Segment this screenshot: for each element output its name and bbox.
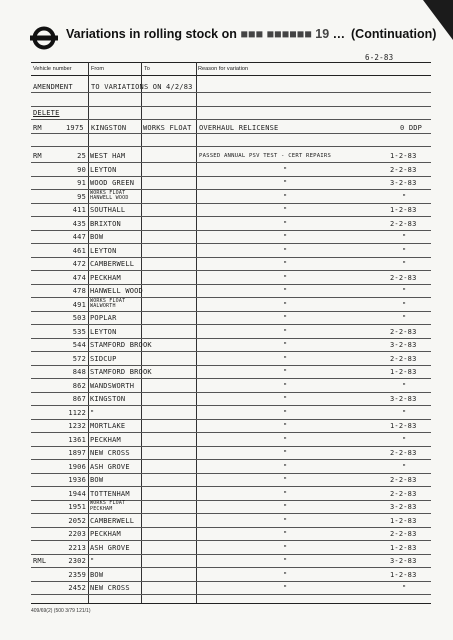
entry-number: 544 [72,341,86,349]
entry-date: 2-2-83 [390,219,417,228]
row-rule [31,392,431,393]
entry-from: KINGSTON [90,395,126,403]
entry-date: " [402,287,407,295]
entry-number: 472 [72,260,86,268]
entry-number: 411 [72,206,86,214]
form-footer-code: 409/69(2) (500 3/79 121/1) [31,608,91,614]
entry-number: 1361 [68,435,86,444]
col-reason-header: Reason for variation [198,66,249,72]
entry-reason: " [283,246,288,255]
entry-number: 447 [72,233,86,241]
entry-reason: " [283,206,288,214]
entry-number: 2052 [68,516,86,525]
entry-reason: " [283,489,288,498]
entry-reason: " [283,381,288,390]
entry-reason: " [283,543,288,552]
row-rule [31,119,431,120]
entry-date: " [402,246,407,255]
entry-number: 474 [72,273,86,282]
entry-reason: " [283,516,288,525]
entry-date: 3-2-83 [390,503,417,511]
entry-date: " [402,584,407,592]
row-rule [31,257,431,258]
row-rule [31,554,431,555]
entry-reason: " [283,179,288,187]
entry-number: 867 [72,395,86,403]
entry-date: 1-2-83 [390,152,417,160]
row-rule [31,405,431,406]
entry-reason: " [283,435,288,444]
entry-from: BOW [90,476,104,484]
entry-from: ASH GROVE [90,462,130,471]
entry-from: BRIXTON [90,219,121,228]
row-rule [31,581,431,582]
row-rule [31,378,431,379]
entry-number: 90 [77,165,86,174]
entry-reason: " [283,260,288,268]
entry-date: " [402,435,407,444]
entry-reason: " [283,300,288,309]
sheet-date: 6-2-83 [365,53,394,62]
entry-reason: " [283,233,288,241]
entry-prefix: RML [33,557,47,565]
entry-reason: " [283,395,288,403]
entry-from: LEYTON [90,165,117,174]
delete-label: DELETE [33,109,60,117]
delete-prefix: RM [33,124,42,132]
entry-from: WORKS FLOAT HANWELL WOOD [90,189,129,201]
entry-from: PECKHAM [90,273,121,282]
row-rule [31,459,431,460]
entry-reason: " [283,476,288,484]
entry-number: 1951 [68,503,86,511]
row-rule [31,527,431,528]
amendment-text: TO VARIATIONS ON 4/2/83 [91,83,193,91]
col-from-header: From [91,66,105,72]
entry-reason: " [283,368,288,376]
entry-from: STAMFORD BROOK [90,341,152,349]
entry-date: 2-2-83 [390,530,417,538]
row-rule [31,243,431,244]
entry-date: 2-2-83 [390,327,417,336]
entry-from: BOW [90,233,104,241]
row-rule [31,473,431,474]
row-rule [31,338,431,339]
row-rule [31,351,431,352]
form-title: Variations in rolling stock on ■■■ ■■■■■■ 19 … (Continuation) [66,27,437,41]
entry-date: " [402,314,407,322]
row-rule [31,203,431,204]
entry-date: 2-2-83 [390,489,417,498]
entry-from: PECKHAM [90,435,121,444]
entry-reason: " [283,327,288,336]
entry-number: 535 [72,327,86,336]
entry-number: 461 [72,246,86,255]
entry-number: 1936 [68,476,86,484]
entry-reason: " [283,273,288,282]
entry-from: WORKS FLOAT WALWORTH [90,297,126,309]
entry-reason: " [283,530,288,538]
row-rule [31,133,431,134]
entry-reason: " [283,192,288,201]
entry-reason: " [283,503,288,511]
row-rule [31,162,431,163]
title-continuation: (Continuation) [351,27,437,41]
entry-reason: " [283,287,288,295]
entry-from: PECKHAM [90,530,121,538]
row-rule [31,513,431,514]
entry-from: SOUTHALL [90,206,126,214]
row-rule [31,230,431,231]
entry-number: 91 [77,179,86,187]
entry-number: 862 [72,381,86,390]
entry-reason: " [283,570,288,579]
entry-number: 491 [72,300,86,309]
entry-from: BOW [90,570,104,579]
entry-from: " [90,557,95,565]
entry-date: 1-2-83 [390,543,417,552]
entry-reason: " [283,422,288,430]
entry-date: 2-2-83 [390,165,417,174]
row-rule [31,365,431,366]
entry-date: 1-2-83 [390,422,417,430]
col-divider [88,62,89,603]
entry-number: 435 [72,219,86,228]
col-to-header: To [144,66,150,72]
entry-date: 3-2-83 [390,557,417,565]
entry-number: 1897 [68,449,86,457]
entry-date: " [402,462,407,471]
entry-number: 1122 [68,408,86,417]
row-rule [31,106,431,107]
row-rule [31,176,431,177]
entry-prefix: RM [33,152,42,160]
entry-number: 95 [77,192,86,201]
entry-from: STAMFORD BROOK [90,368,152,376]
delete-number: 1975 [66,124,84,132]
entry-date: 2-2-83 [390,476,417,484]
entry-reason: " [283,408,288,417]
amendment-label: AMENDMENT [33,83,73,91]
row-rule [31,146,431,147]
entry-date: 1-2-83 [390,570,417,579]
col-divider [141,62,142,603]
entry-date: " [402,381,407,390]
entry-date: " [402,192,407,201]
row-rule [31,486,431,487]
title-blot: ■■■ ■■■■■■ 19 [240,27,330,41]
delete-date: 0 DDP [400,124,423,132]
entry-from: NEW CROSS [90,584,130,592]
entry-number: 2452 [68,584,86,592]
entry-reason: " [283,341,288,349]
entry-date: " [402,260,407,268]
entry-reason: " [283,314,288,322]
entry-from: LEYTON [90,327,117,336]
entry-number: 848 [72,368,86,376]
roundel-logo-icon [29,26,59,50]
row-rule [31,567,431,568]
entry-number: 2213 [68,543,86,552]
entry-from: WORKS FLOAT PECKHAM [90,500,126,512]
entry-from: POPLAR [90,314,117,322]
row-rule [31,446,431,447]
entry-date: " [402,300,407,309]
entry-date: " [402,233,407,241]
entry-from: MORTLAKE [90,422,126,430]
entry-date: 2-2-83 [390,273,417,282]
row-rule [31,540,431,541]
entry-from: CAMBERWELL [90,260,135,268]
entry-number: 478 [72,287,86,295]
row-rule [31,216,431,217]
row-rule [31,594,431,595]
col-vehicle-header: Vehicle number [33,66,72,72]
entry-date: 3-2-83 [390,341,417,349]
entry-number: 25 [77,152,86,160]
entry-reason: " [283,462,288,471]
entry-number: 1944 [68,489,86,498]
entry-date: 3-2-83 [390,179,417,187]
title-text: Variations in rolling stock on [66,27,237,41]
delete-from: KINGSTON [91,124,127,132]
entry-date: 1-2-83 [390,516,417,525]
entry-reason: PASSED ANNUAL PSV TEST - CERT REPAIRS [199,153,332,159]
entry-date: " [402,408,407,417]
entry-from: NEW CROSS [90,449,130,457]
entry-date: 3-2-83 [390,395,417,403]
entry-from: LEYTON [90,246,117,255]
delete-to: WORKS FLOAT [143,124,192,132]
entry-number: 503 [72,314,86,322]
entry-date: 1-2-83 [390,206,417,214]
entry-number: 2302 [68,557,86,565]
entry-number: 1232 [68,422,86,430]
entry-reason: " [283,165,288,174]
entry-date: 2-2-83 [390,449,417,457]
entry-date: 1-2-83 [390,368,417,376]
entry-from: CAMBERWELL [90,516,135,525]
entry-reason: " [283,557,288,565]
entry-from: " [90,408,95,417]
row-rule [31,92,431,93]
entry-from: HANWELL WOOD [90,287,143,295]
entry-reason: " [283,219,288,228]
column-header-row [31,62,431,76]
form-bottom-rule [31,603,431,604]
entry-from: ASH GROVE [90,543,130,552]
entry-from: WANDSWORTH [90,381,135,390]
row-rule [31,284,431,285]
entry-date: 2-2-83 [390,354,417,363]
entry-from: TOTTENHAM [90,489,130,498]
entry-from: SIDCUP [90,354,117,363]
row-rule [31,270,431,271]
entry-number: 572 [72,354,86,363]
entry-reason: " [283,354,288,363]
entry-from: WEST HAM [90,152,126,160]
row-rule [31,432,431,433]
entry-from: WOOD GREEN [90,179,135,187]
row-rule [31,419,431,420]
row-rule [31,311,431,312]
entry-number: 1906 [68,462,86,471]
entry-number: 2203 [68,530,86,538]
delete-reason: OVERHAUL RELICENSE [199,124,279,132]
entry-number: 2359 [68,570,86,579]
row-rule [31,324,431,325]
entry-reason: " [283,449,288,457]
entry-reason: " [283,584,288,592]
col-divider [196,62,197,603]
